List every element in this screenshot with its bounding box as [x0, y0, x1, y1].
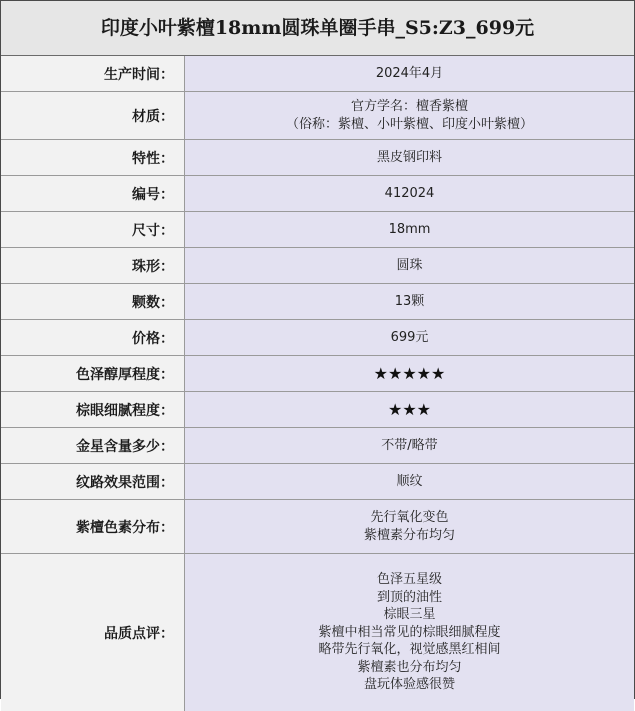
- row-color-richness: [1, 356, 634, 392]
- value-quality-review: [185, 554, 634, 711]
- value-production-date: [185, 56, 634, 91]
- value-line: 不带/略带: [381, 437, 438, 453]
- label-bead-count: 颗数：: [1, 284, 185, 319]
- row-pigment-distribution: [1, 500, 634, 554]
- row-serial-number: [1, 176, 634, 212]
- value-serial-number: [185, 176, 634, 211]
- value-bead-count: [185, 284, 634, 319]
- value-gold-star-content: [185, 428, 634, 463]
- value-line: 盘玩体验感很赞: [363, 677, 455, 693]
- value-line: 紫檀中相当常见的棕眼细腻程度: [318, 624, 501, 640]
- row-production-date: [1, 56, 634, 92]
- value-line: 顺纹: [396, 473, 423, 489]
- value-line: 412024: [384, 185, 435, 201]
- label-color-richness: 色泽醇厚程度：: [1, 356, 185, 391]
- value-line: 棕眼三星: [383, 607, 436, 623]
- row-grain-range: [1, 464, 634, 500]
- value-price: [185, 320, 634, 355]
- row-pore-fineness: [1, 392, 634, 428]
- value-line: 黑皮钢印料: [376, 149, 442, 165]
- star-rating: ★★★★★: [373, 363, 446, 383]
- row-size: [1, 212, 634, 248]
- row-bead-shape: [1, 248, 634, 284]
- label-pore-fineness: 棕眼细腻程度：: [1, 392, 185, 427]
- value-line: 13颗: [394, 293, 425, 309]
- value-line: 到顶的油性: [376, 589, 442, 605]
- value-line: 紫檀素分布均匀: [363, 527, 455, 543]
- value-line: 699元: [390, 329, 429, 345]
- row-feature: [1, 140, 634, 176]
- value-grain-range: [185, 464, 634, 499]
- row-price: [1, 320, 634, 356]
- label-size: 尺寸：: [1, 212, 185, 247]
- value-line: 18mm: [388, 221, 431, 237]
- value-material: [185, 92, 634, 139]
- row-material: [1, 92, 634, 140]
- row-quality-review: [1, 554, 634, 711]
- value-bead-shape: [185, 248, 634, 283]
- value-feature: [185, 140, 634, 175]
- value-line: 官方学名：檀香紫檀: [350, 99, 468, 114]
- label-quality-review: 品质点评：: [1, 554, 185, 711]
- label-serial-number: 编号：: [1, 176, 185, 211]
- label-gold-star-content: 金星含量多少：: [1, 428, 185, 463]
- value-line: （俗称：紫檀、小叶紫檀、印度小叶紫檀）: [285, 116, 533, 132]
- value-line: 色泽五星级: [376, 572, 442, 588]
- row-bead-count: [1, 284, 634, 320]
- value-line: 先行氧化变色: [370, 510, 449, 525]
- label-production-date: 生产时间：: [1, 56, 185, 91]
- value-pigment-distribution: [185, 500, 634, 553]
- label-price: 价格：: [1, 320, 185, 355]
- label-pigment-distribution: 紫檀色素分布：: [1, 500, 185, 553]
- label-bead-shape: 珠形：: [1, 248, 185, 283]
- label-feature: 特性：: [1, 140, 185, 175]
- value-line: 紫檀素也分布均匀: [357, 659, 462, 675]
- value-line: 略带先行氧化，视觉感黑红相间: [318, 642, 501, 658]
- label-material: 材质：: [1, 92, 185, 139]
- value-size: [185, 212, 634, 247]
- value-line: 圆珠: [396, 257, 423, 273]
- table-title: 印度小叶紫檀18mm圆珠单圈手串_S5:Z3_699元: [1, 1, 634, 56]
- row-gold-star-content: [1, 428, 634, 464]
- value-color-richness: [185, 356, 634, 391]
- star-rating: ★★★: [387, 399, 432, 419]
- value-line: 2024年4月: [375, 65, 444, 81]
- value-pore-fineness: [185, 392, 634, 427]
- label-grain-range: 纹路效果范围：: [1, 464, 185, 499]
